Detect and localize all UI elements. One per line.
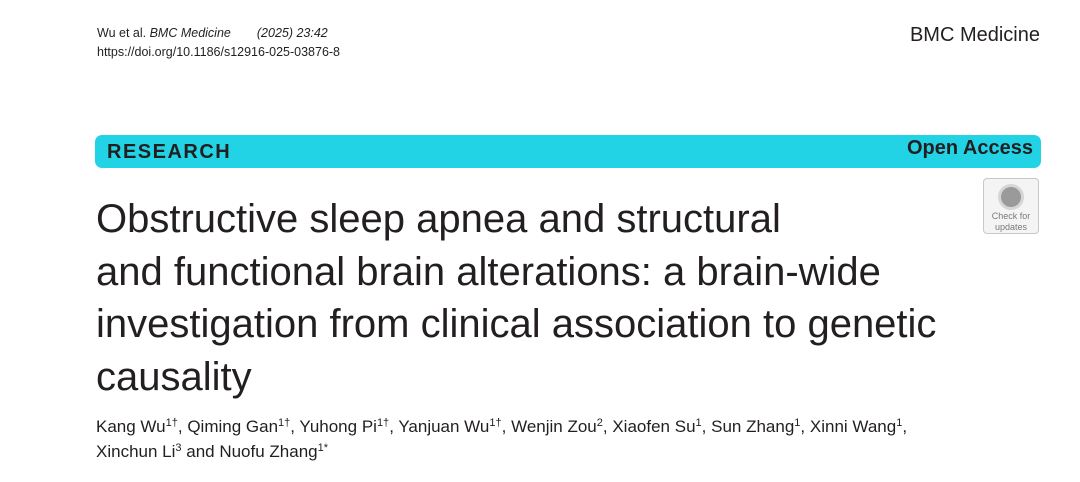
journal-name: BMC Medicine bbox=[909, 24, 1040, 46]
citation bbox=[97, 26, 231, 40]
author-name[interactable]: Nuofu Zhang bbox=[219, 442, 318, 461]
author-name[interactable]: Xiaofen Su bbox=[612, 417, 696, 436]
author-affiliation: 1* bbox=[317, 442, 329, 454]
author-name[interactable]: Wenjin Zou bbox=[511, 417, 597, 436]
author-affiliation: 1 bbox=[794, 417, 801, 429]
check-for-updates-label-2: updates bbox=[994, 222, 1028, 232]
author-name[interactable]: Xinchun Li bbox=[96, 442, 176, 461]
author-name[interactable]: Yanjuan Wu bbox=[398, 417, 490, 436]
citation-authors: Wu et al. bbox=[97, 26, 147, 40]
citation-line bbox=[97, 24, 340, 43]
running-head bbox=[97, 24, 340, 62]
title-line: causality bbox=[96, 354, 252, 399]
author-name[interactable]: Xinni Wang bbox=[809, 417, 897, 436]
author-affiliation: 1 bbox=[695, 417, 702, 429]
article-type: RESEARCH bbox=[107, 141, 232, 163]
author-affiliation: 3 bbox=[175, 442, 182, 454]
author-affiliation: 2 bbox=[596, 417, 603, 429]
author-affiliation: 1† bbox=[376, 417, 390, 429]
author-affiliation: 1† bbox=[165, 417, 178, 429]
author-affiliation: 1 bbox=[896, 417, 903, 429]
author-affiliation: 1† bbox=[278, 417, 291, 429]
article-type-banner bbox=[95, 135, 1041, 168]
check-for-updates-label: Check for bbox=[991, 211, 1031, 221]
author-affiliation: 1† bbox=[489, 417, 502, 429]
author-name[interactable]: Sun Zhang bbox=[711, 417, 795, 436]
author-name[interactable]: Qiming Gan bbox=[187, 417, 279, 436]
author-name[interactable]: Kang Wu bbox=[96, 417, 166, 436]
title-line: investigation from clinical association to genetic bbox=[96, 302, 937, 346]
author-list: Kang $Wu^{1\dagger}$, Qiming Gan$^{1\dagger}$, Yuhong $Pi^{1\dagger}$, Yanjuan $Wu^{1\dagger}$, Wenjin Zou$^2$, Xiaofen Su$^1$, Sun Zhang$^1$, Xinni Wang$^1$, Xinchun Li$^3$ and Nuofu Zhang$^{1*}$ bbox=[96, 417, 908, 461]
title-line: Obstructive sleep apnea and structural bbox=[96, 197, 781, 241]
title-line: and functional brain alterations: a brain-wide bbox=[96, 249, 881, 294]
doi-link[interactable]: https://doi.org/10.1186/s12916-025-03876-8 bbox=[97, 45, 341, 59]
citation-journal: BMC Medicine bbox=[149, 26, 231, 40]
year-volume: (2025) 23:42 bbox=[256, 26, 328, 40]
open-access-label: Open Access bbox=[907, 137, 1033, 159]
article-title bbox=[96, 193, 1056, 403]
author-name[interactable]: Yuhong Pi bbox=[299, 417, 377, 436]
